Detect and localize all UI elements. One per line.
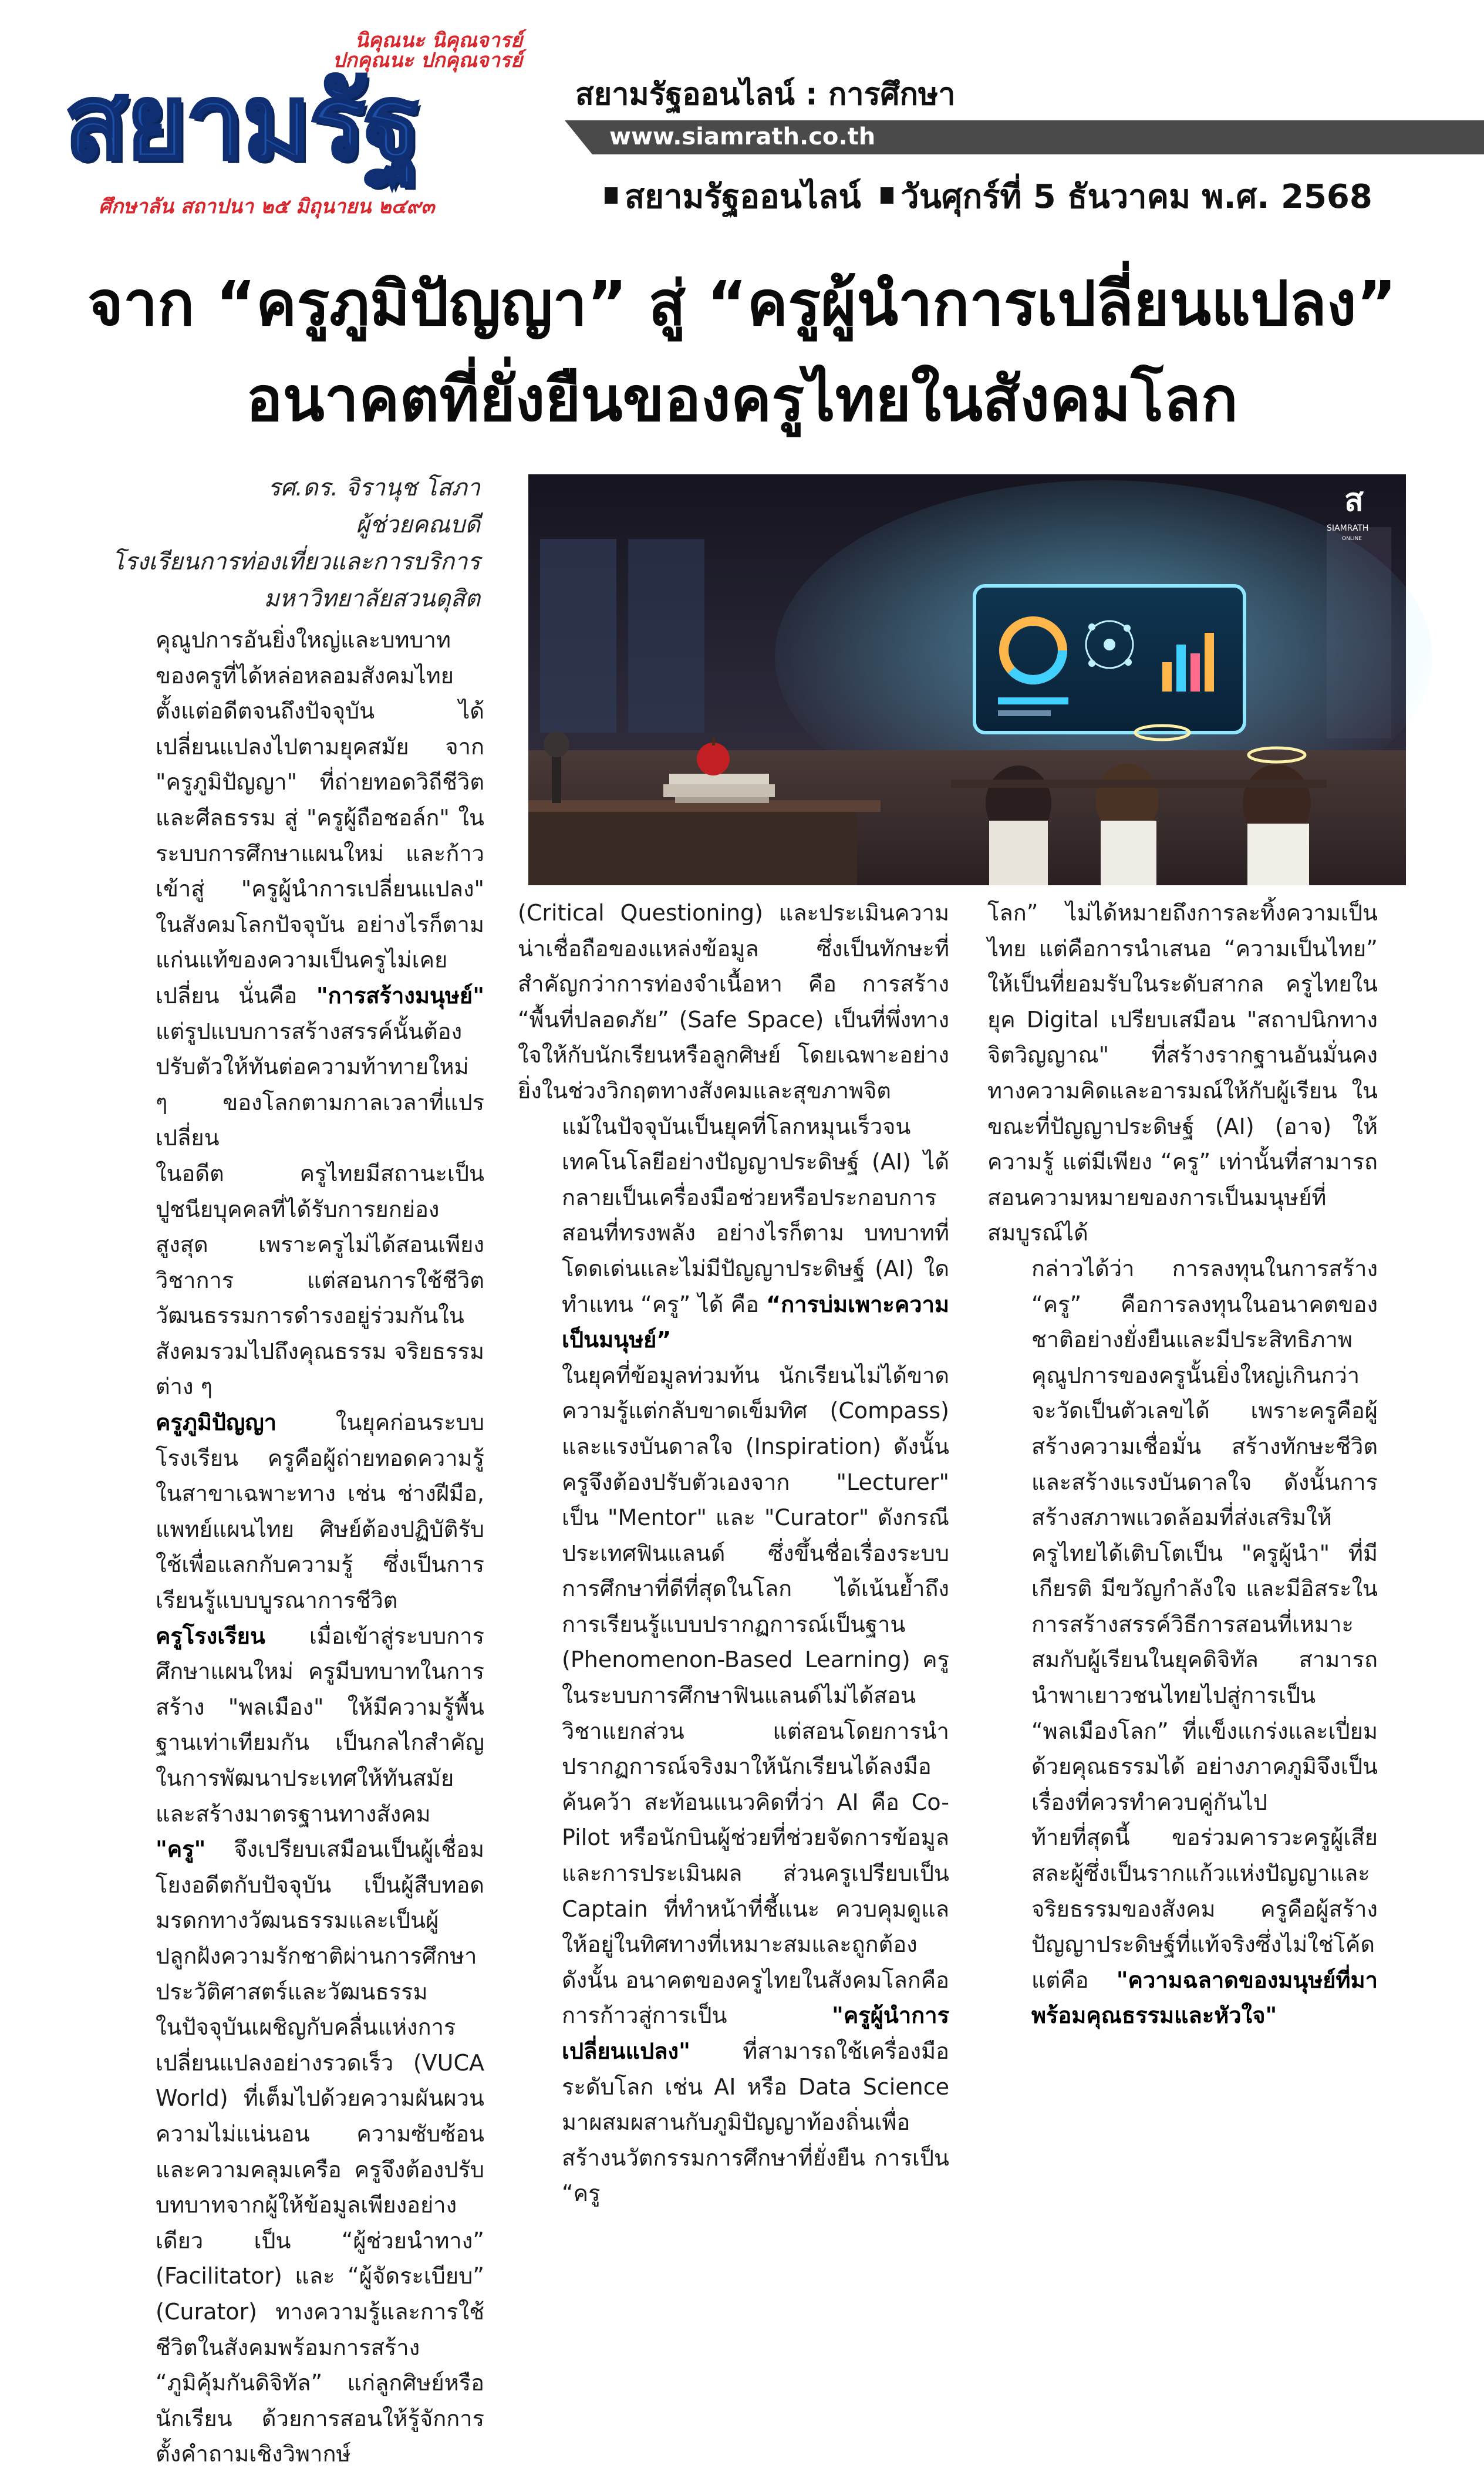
website-url[interactable]: www.siamrath.co.th	[609, 123, 876, 150]
author-university: มหาวิทยาลัยสวนดุสิต	[264, 585, 480, 612]
article-illustration	[528, 474, 1406, 885]
paragraph: ดังนั้น อนาคตของครูไทยในสังคมโลกคือการก้าวสู่การเป็น "ครูผู้นำการเปลี่ยนแปลง" ที่สามารถใช้เครื่องมือระดับโลก เช่น AI หรือ Data Science มาผสมผสานกับภูมิปัญญาท้องถิ่นเพื่อสร้างนวัตกรรมการศึกษาที่ยั่งยืน การเป็น “ครู	[562, 1967, 949, 2207]
bullet-square-icon	[605, 187, 618, 204]
logo-slogan: นิคุณนะ นิคุณจารย์ ปกคุณนะ ปกคุณจารย์	[332, 29, 522, 72]
paragraph: ครูโรงเรียน เมื่อเข้าสู่ระบบการศึกษาแผนใหม่ ครูมีบทบาทในการสร้าง "พลเมือง" ให้มีความรู้พื้นฐานเท่าเทียมกัน เป็นกลไกสำคัญในการพัฒนาประเทศให้ทันสมัย และสร้างมาตรฐานทางสังคม	[156, 1623, 484, 1827]
paragraph: "ครู" จึงเปรียบเสมือนเป็นผู้เชื่อมโยงอดีตกับปัจจุบัน เป็นผู้สืบทอดมรดกทางวัฒนธรรมและเป็นผู้ ปลูกฝังความรักชาติผ่านการศึกษาประวัติศาสตร์และวัฒนธรรม	[156, 1836, 484, 2005]
paragraph: ในอดีต ครูไทยมีสถานะเป็นปูชนียบุคคลที่ได้รับการยกย่องสูงสุด เพราะครูไม่ได้สอนเพียงวิชาการ แต่สอนการใช้ชีวิต วัฒนธรรมการดำรงอยู่ร่วมกันในสังคมรวมไปถึงคุณธรรม จริยธรรมต่าง ๆ	[156, 1160, 484, 1400]
paragraph: ในยุคที่ข้อมูลท่วมท้น นักเรียนไม่ได้ขาดความรู้แต่กลับขาดเข็มทิศ (Compass) และแรงบันดาลใจ (Inspiration) ดังนั้น ครูจึงต้องปรับตัวเองจาก "Lecturer" เป็น "Mentor" และ "Curator" ดังกรณี ประเทศฟินแลนด์ ซึ่งขึ้นชื่อเรื่องระบบการศึกษาที่ดีที่สุดในโลก ได้เน้นย้ำถึงการเรียนรู้แบบปรากฏการณ์เป็นฐาน (Phenomenon-Based Learning) ครูในระบบการศึกษาฟินแลนด์ไม่ได้สอนวิชาแยกส่วน แต่สอนโดยการนำปรากฏการณ์จริงมาให้นักเรียนได้ลงมือค้นคว้า สะท้อนแนวคิดที่ว่า AI คือ Co-Pilot หรือนักบินผู้ช่วยที่ช่วยจัดการข้อมูลและการประเมินผล ส่วนครูเปรียบเป็น Captain ที่ทำหน้าที่ชี้แนะ ควบคุมดูแลให้อยู่ในทิศทางที่เหมาะสมและถูกต้อง	[562, 1362, 949, 1958]
paragraph: แม้ในปัจจุบันเป็นยุคที่โลกหมุนเร็วจนเทคโนโลยีอย่างปัญญาประดิษฐ์ (AI) ได้กลายเป็นเครื่องมือช่วยหรือประกอบการสอนที่ทรงพลัง อย่างไรก็ตาม บทบาทที่โดดเด่นและไม่มีปัญญาประดิษฐ์ (AI) ใดทำแทน “ครู” ได้ คือ “การบ่มเพาะความเป็นมนุษย์”	[562, 1113, 949, 1353]
paragraph: ท้ายที่สุดนี้ ขอร่วมคารวะครูผู้เสียสละผู้ซึ่งเป็นรากแก้วแห่งปัญญาและจริยธรรมของสังคม ครูคือผู้สร้างปัญญาประดิษฐ์ที่แท้จริงซึ่งไม่ใช่โค้ด แต่คือ "ความฉลาดของมนุษย์ที่มาพร้อมคุณธรรมและหัวใจ"	[1031, 1825, 1378, 2029]
watermark-brand: SIAMRATH	[1327, 524, 1369, 533]
author-name: รศ.ดร. จิรานุช โสภา	[268, 474, 480, 501]
watermark-sub: ONLINE	[1342, 536, 1362, 542]
section-title: สยามรัฐออนไลน์ : การศึกษา	[575, 77, 956, 112]
logo-wordmark: สยามรัฐ	[65, 62, 420, 183]
svg-text:ส: ส	[1344, 481, 1364, 518]
author-school: โรงเรียนการท่องเที่ยวและการบริการ	[112, 548, 480, 575]
newspaper-logo	[65, 31, 546, 218]
siamrath-watermark-icon	[1344, 481, 1364, 518]
author-role: ผู้ช่วยคณบดี	[356, 511, 480, 538]
paragraph: คุณูปการอันยิ่งใหญ่และบทบาทของครูที่ได้หล่อหลอมสังคมไทยตั้งแต่อดีตจนถึงปัจจุบัน ได้เปลี่ยนแปลงไปตามยุคสมัย จาก "ครูภูมิปัญญา" ที่ถ่ายทอดวิถีชีวิตและศีลธรรม สู่ "ครูผู้ถือชอล์ก" ในระบบการศึกษาแผนใหม่ และก้าวเข้าสู่ "ครูผู้นำการเปลี่ยนแปลง" ในสังคมโลกปัจจุบัน อย่างไรก็ตาม แก่นแท้ของความเป็นครูไม่เคยเปลี่ยน นั่นคือ "การสร้างมนุษย์" แต่รูปแบบการสร้างสรรค์นั้นต้องปรับตัวให้ทันต่อความท้าทายใหม่ ๆ ของโลกตามกาลเวลาที่แปรเปลี่ยน	[156, 627, 484, 1151]
article-column-3	[987, 895, 1378, 2033]
paragraph: ครูภูมิปัญญา ในยุคก่อนระบบโรงเรียน ครูคือผู้ถ่ายทอดความรู้ในสาขาเฉพาะทาง เช่น ช่างฝีมือ, แพทย์แผนไทย ศิษย์ต้องปฏิบัติรับใช้เพื่อแลกกับความรู้ ซึ่งเป็นการเรียนรู้แบบบูรณาการชีวิต	[156, 1409, 484, 1614]
article-column-2	[518, 895, 949, 2211]
paragraph: กล่าวได้ว่า การลงทุนในการสร้าง “ครู” คือการลงทุนในอนาคตของชาติอย่างยั่งยืนและมีประสิทธิภาพคุณูปการของครูนั้นยิ่งใหญ่เกินกว่าจะวัดเป็นตัวเลขได้ เพราะครูคือผู้สร้างความเชื่อมั่น สร้างทักษะชีวิตและสร้างแรงบันดาลใจ ดังนั้นการสร้างสภาพแวดล้อมที่ส่งเสริมให้ครูไทยได้เติบโตเป็น "ครูผู้นำ" ที่มีเกียรติ มีขวัญกำลังใจ และมีอิสระในการสร้างสรรค์วิธีการสอนที่เหมาะสมกับผู้เรียนในยุคดิจิทัล สามารถนำพาเยาวชนไทยไปสู่การเป็น “พลเมืองโลก” ที่แข็งแกร่งและเปี่ยมด้วยคุณธรรมได้ อย่างภาคภูมิจึงเป็นเรื่องที่ควรทำควบคู่กันไป	[1031, 1255, 1378, 1815]
classroom-illustration	[528, 474, 1406, 885]
paragraph: โลก” ไม่ได้หมายถึงการละทิ้งความเป็นไทย แต่คือการนำเสนอ “ความเป็นไทย” ให้เป็นที่ยอมรับในระดับสากล ครูไทยในยุค Digital เปรียบเสมือน "สถาปนิกทางจิตวิญญาณ" ที่สร้างรากฐานอันมั่นคงทางความคิดและอารมณ์ให้กับผู้เรียน ในขณะที่ปัญญาประดิษฐ์ (AI) (อาจ) ให้ความรู้ แต่มีเพียง “ครู” เท่านั้นที่สามารถสอนความหมายของการเป็นมนุษย์ที่สมบูรณ์ได้	[987, 900, 1378, 1246]
author-byline	[0, 470, 480, 618]
headline-line-2: อนาคตที่ยั่งยืนของครูไทยในสังคมโลก	[246, 363, 1238, 435]
headline-line-1: จาก “ครูภูมิปัญญา” สู่ “ครูผู้นำการเปลี่ยนแปลง”	[87, 268, 1397, 339]
bullet-square-icon	[881, 187, 893, 204]
logo-founding-date: ศึกษาลัน สถาปนา ๒๕ มิถุนายน ๒๔๙๓	[99, 195, 435, 218]
paragraph: ในปัจจุบันเผชิญกับคลื่นแห่งการเปลี่ยนแปลงอย่างรวดเร็ว (VUCA World) ที่เต็มไปด้วยความผันผวน ความไม่แน่นอน ความซับซ้อนและความคลุมเครือ ครูจึงต้องปรับบทบาทจากผู้ให้ข้อมูลเพียงอย่างเดียว เป็น “ผู้ช่วยนำทาง” (Facilitator) และ “ผู้จัดระเบียบ” (Curator) ทางความรู้และการใช้ชีวิตในสังคมพร้อมการสร้าง “ภูมิคุ้มกันดิจิทัล” แก่ลูกศิษย์หรือนักเรียน ด้วยการสอนให้รู้จักการตั้งคำถามเชิงวิพากษ์	[156, 2014, 484, 2467]
publication-date-line: สยามรัฐออนไลน์ วันศุกร์ที่ 5 ธันวาคม พ.ศ. 2568	[605, 170, 1372, 222]
article-column-1	[112, 622, 484, 2472]
paragraph: (Critical Questioning) และประเมินความน่าเชื่อถือของแหล่งข้อมูล ซึ่งเป็นทักษะที่สำคัญกว่าการท่องจำเนื้อหา คือ การสร้าง “พื้นที่ปลอดภัย” (Safe Space) เป็นที่พึ่งทางใจให้กับนักเรียนหรือลูกศิษย์ โดยเฉพาะอย่างยิ่งในช่วงวิกฤตทางสังคมและสุขภาพจิต	[518, 900, 949, 1104]
